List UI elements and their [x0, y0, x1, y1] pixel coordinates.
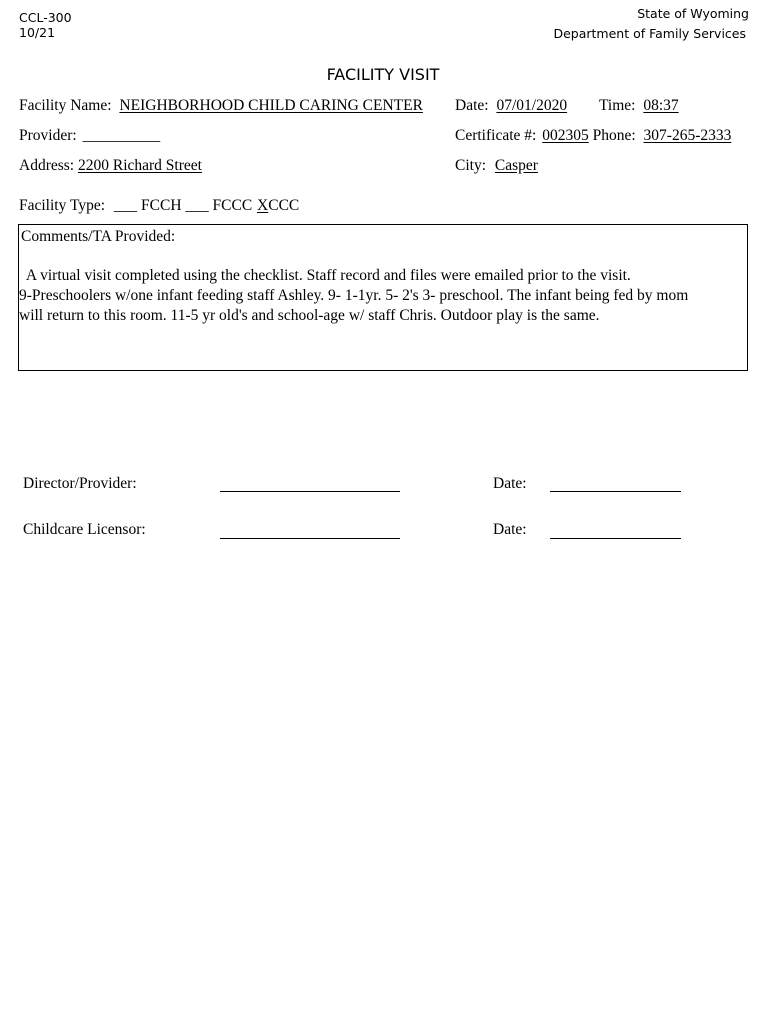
- comments-box: [18, 224, 748, 371]
- city-value: Casper: [494, 157, 538, 174]
- form-revision-date: 10/21: [19, 25, 56, 40]
- visit-date-label: Date:: [455, 97, 489, 114]
- phone-value: 307-265-2333: [643, 127, 732, 144]
- facility-type-options: ___ FCCH ___ FCCC: [113, 197, 253, 214]
- facility-name-row: [19, 96, 423, 116]
- director-provider-label: Director/Provider:: [23, 475, 137, 492]
- address-row: [19, 156, 202, 176]
- licensor-date-line[interactable]: [550, 538, 681, 539]
- visit-time-value: 08:37: [643, 97, 679, 114]
- comments-text: [19, 266, 688, 326]
- visit-time-row: [599, 96, 679, 116]
- childcare-licensor-label: Childcare Licensor:: [23, 521, 146, 538]
- facility-name-label: Facility Name:: [19, 97, 112, 114]
- facility-type-label: Facility Type:: [19, 197, 106, 214]
- form-code: CCL-300: [19, 10, 72, 25]
- director-signature-line[interactable]: [220, 491, 400, 492]
- certificate-value: 002305: [542, 127, 589, 144]
- provider-value: __________: [82, 127, 161, 144]
- city-label: City:: [455, 157, 487, 174]
- phone-label: Phone:: [592, 127, 636, 144]
- comments-line: 9-Preschoolers w/one infant feeding staff Ashley. 9- 1-1yr. 5- 2's 3- preschool. The infant being fed by mom: [19, 287, 689, 304]
- certificate-label: Certificate #:: [455, 127, 537, 144]
- comments-line: will return to this room. 11-5 yr old's and school-age w/ staff Chris. Outdoor play is the same.: [19, 307, 600, 324]
- director-date-line[interactable]: [550, 491, 681, 492]
- certificate-row: [455, 126, 731, 146]
- visit-date-row: [455, 96, 567, 116]
- facility-type-selected-mark: X: [257, 197, 269, 214]
- director-date-label: Date:: [493, 475, 527, 492]
- page-title: FACILITY VISIT: [326, 65, 440, 84]
- city-row: [455, 156, 538, 176]
- licensor-signature-line[interactable]: [220, 538, 400, 539]
- comments-line: A virtual visit completed using the checklist. Staff record and files were emailed prior to the visit.: [19, 267, 631, 284]
- comments-label: Comments/TA Provided:: [21, 228, 176, 245]
- provider-row: [19, 126, 160, 146]
- provider-label: Provider:: [19, 127, 77, 144]
- state-name: State of Wyoming: [637, 6, 749, 21]
- facility-type-row: [19, 196, 299, 216]
- address-label: Address:: [19, 157, 75, 174]
- department-name: Department of Family Services: [553, 26, 746, 41]
- address-value: 2200 Richard Street: [77, 157, 202, 174]
- visit-time-label: Time:: [599, 97, 636, 114]
- visit-date-value: 07/01/2020: [496, 97, 568, 114]
- licensor-date-label: Date:: [493, 521, 527, 538]
- facility-type-selected: CCC: [268, 197, 300, 214]
- facility-name-value: NEIGHBORHOOD CHILD CARING CENTER: [119, 97, 423, 114]
